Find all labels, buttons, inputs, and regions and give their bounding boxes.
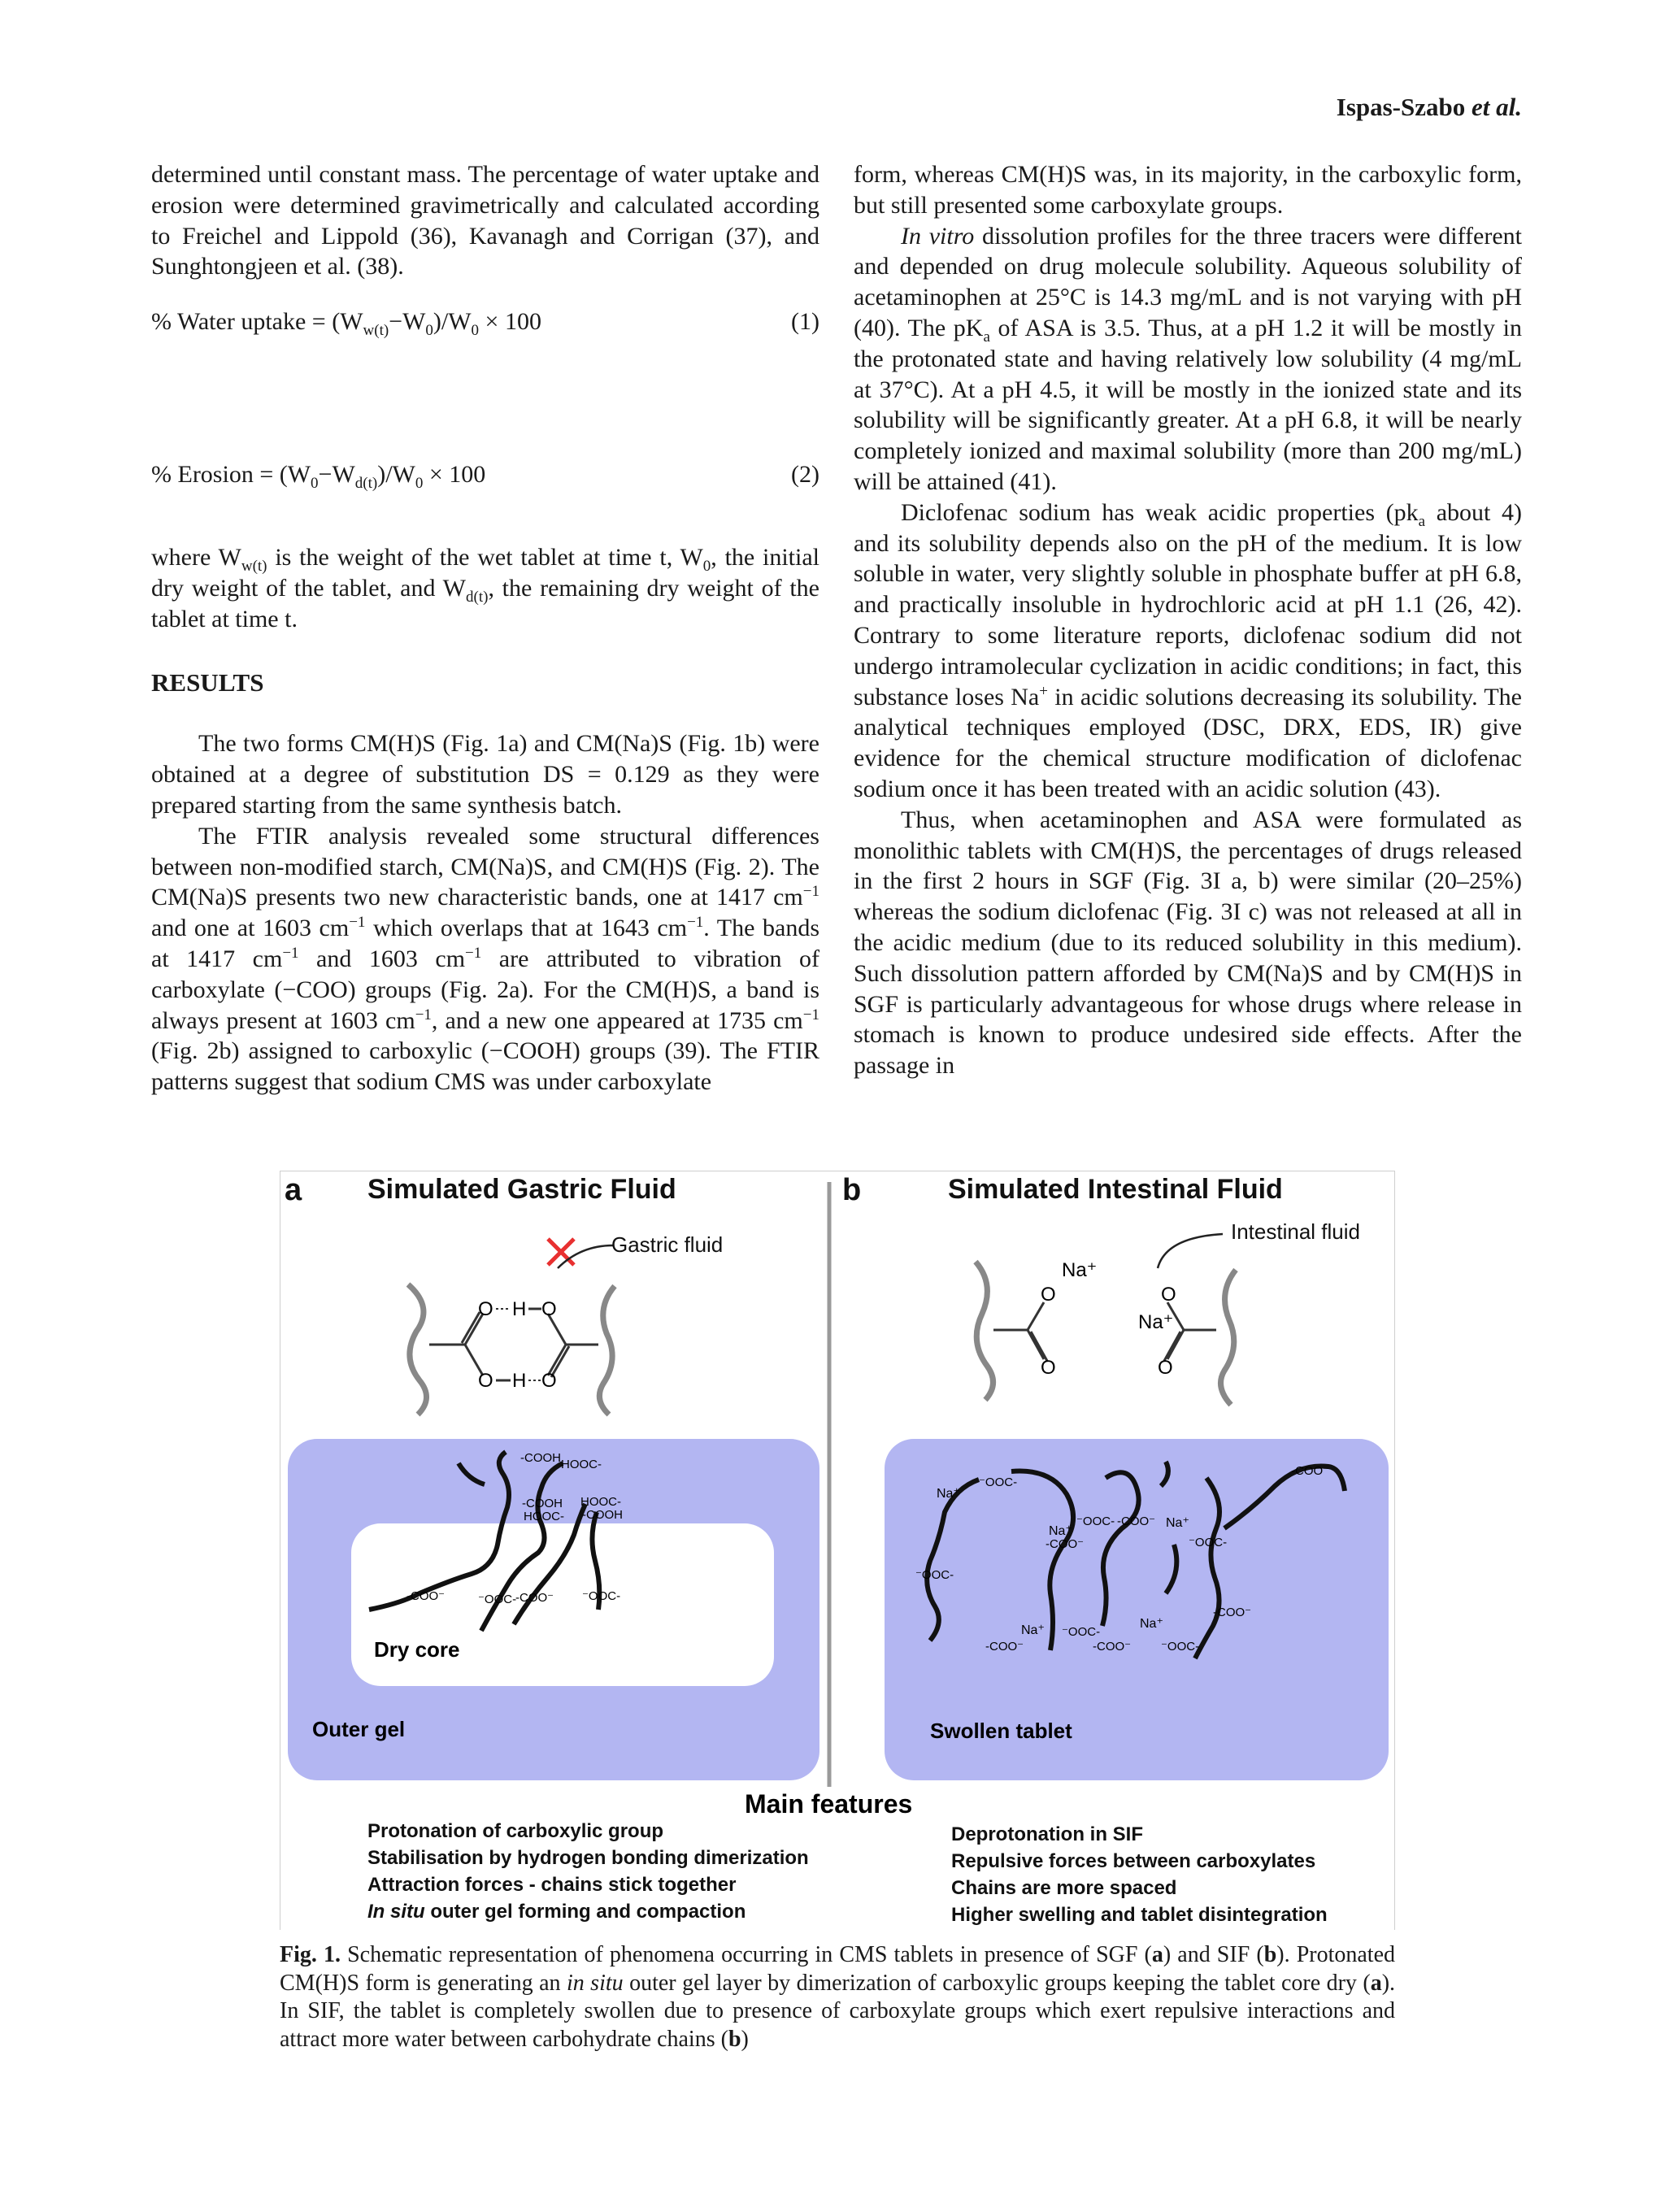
superscript: −1: [687, 914, 704, 932]
caption-text: ) and SIF (: [1163, 1942, 1264, 1967]
equation-erosion: [151, 459, 819, 492]
eq2-sub: 0: [311, 475, 319, 493]
subscript: d(t): [466, 588, 489, 606]
label-coo: -COO⁻: [985, 1640, 1024, 1654]
italic-run: In vitro: [901, 222, 975, 250]
caption-text: ). Protonated CM(H)S form is generating an: [280, 1942, 1396, 1996]
eq1-lhs: % Water uptake =: [151, 308, 333, 336]
text-run: of ASA is 3.5. Thus, at a pH 1.2 it will be mostly in the protonated state and having relatively low solubility (4 mg/mL at 37°C). At a pH 4.5, it will be mostly in the ionized state and its solubility will be significantly greater. At a pH 6.8, it will be nearly completely ionized and maximal solubility (more than 200 mg/mL) will be attained (41).: [854, 314, 1522, 495]
paragraph-form: form, whereas CM(H)S was, in its majority, in the carboxylic form, but still presented some carboxylate groups.: [854, 161, 1522, 219]
label-cooh: -COOH: [522, 1497, 563, 1510]
label-coo: -COO⁻: [1117, 1515, 1156, 1528]
paragraph-thus: Thus, when acetaminophen and ASA were formulated as monolithic tablets with CM(H)S, the percentages of drugs released in the first 2 hours in SGF (Fig. 3I a, b) were similar (20–25%) whereas the sodium diclofenac (Fig. 3I c) was not released at all in the acidic medium (due to its reduced solubility in this medium). Such dissolution pattern afforded by CM(Na)S and by CM(H)S in SGF is particularly advantageous for whose drugs where release in stomach is known to produce undesired side effects. After the passage in: [854, 806, 1522, 1080]
text-run: , and a new one appeared at 1735 cm: [431, 1006, 803, 1034]
eq2-part: −W: [318, 461, 355, 489]
caption-bold: b: [728, 2026, 741, 2052]
label-coo: -COO⁻: [1093, 1640, 1132, 1654]
text-run: The FTIR analysis revealed some structural differences between non-modified starch, CM(Na)S, and CM(H)S (Fig. 2). The CM(Na)S presents two new characteristic bands, one at 1417 cm: [151, 822, 819, 911]
atom-o: O: [1161, 1284, 1176, 1306]
feature-b-item: Deprotonation in SIF: [951, 1823, 1143, 1845]
caption-text: outer gel layer by dimerization of carboxylic groups keeping the tablet core dry (: [623, 1970, 1371, 1996]
left-column: [151, 159, 819, 1097]
label-ooc: ⁻OOC-: [582, 1589, 621, 1603]
caption-text: ). In SIF, the tablet is completely swollen due to presence of carboxylate groups which exert repulsive interactions and attract more water between carbohydrate chains (: [280, 1970, 1396, 2052]
label-ooc: ⁻OOC-: [478, 1593, 517, 1606]
figure-caption: [280, 1941, 1395, 2053]
text-run: where W: [151, 544, 241, 571]
text-run: Diclofenac sodium has weak acidic properties (pk: [901, 498, 1419, 526]
subscript: w(t): [241, 558, 267, 576]
eq2-part: × 100: [423, 461, 486, 489]
sodium-ion: Na⁺: [1166, 1516, 1189, 1530]
superscript: −1: [349, 914, 366, 932]
gastric-fluid-label: Gastric fluid: [611, 1232, 724, 1257]
eq1-part: × 100: [479, 308, 541, 336]
text-run: and 1603 cm: [298, 945, 466, 972]
label-coo: -COO⁻: [406, 1589, 446, 1603]
atom-o: O: [478, 1370, 493, 1392]
text-run: (Fig. 2b) assigned to carboxylic (−COOH) groups (39). The FTIR patterns suggest that sodium CMS was under carboxylate: [151, 1037, 819, 1096]
paragraph-diclofenac: [854, 498, 1522, 805]
atom-o: O: [541, 1298, 557, 1320]
sodium-ion: Na⁺: [1062, 1259, 1098, 1281]
feature-b-item: Higher swelling and tablet disintegration: [951, 1904, 1328, 1926]
eq2-sub: 0: [415, 475, 424, 493]
paragraph-forms: The two forms CM(H)S (Fig. 1a) and CM(Na)S (Fig. 1b) were obtained at a degree of substitution DS = 0.129 as they were prepared starting from the same synthesis batch.: [151, 730, 819, 819]
panel-a-title: Simulated Gastric Fluid: [367, 1174, 676, 1205]
eq2-part: (W: [279, 461, 311, 489]
eq2-part: )/W: [377, 461, 415, 489]
figure-1-diagram: [280, 1171, 1395, 1930]
atom-o: O: [1041, 1357, 1056, 1379]
paragraph-method: determined until constant mass. The percentage of water uptake and erosion were determined gravimetrically and calculated according to Freichel and Lippold (36), Kavanagh and Corrigan (37), and Sunghtongjeen et al. (38).: [151, 161, 819, 280]
eq2-lhs: % Erosion =: [151, 461, 280, 489]
header-etal: et al.: [1472, 93, 1522, 121]
text-run: , the initial dry weight of the tablet, and W: [151, 544, 819, 602]
eq1-sub: 0: [425, 322, 433, 340]
sodium-ion: Na⁺: [1140, 1617, 1163, 1631]
label-ooc: ⁻OOC-: [915, 1568, 954, 1582]
running-header: [1337, 93, 1522, 122]
caption-italic: in situ: [566, 1970, 624, 1996]
feature-b-item: Chains are more spaced: [951, 1877, 1177, 1899]
text-run: is the weight of the wet tablet at time t, W: [267, 544, 703, 571]
label-coo: -COO⁻: [1213, 1606, 1252, 1619]
label-coo: -COO⁻: [1046, 1537, 1085, 1551]
main-features-heading: Main features: [745, 1789, 913, 1819]
label-cooh: -COOH: [520, 1451, 561, 1465]
intestinal-fluid-label: Intestinal fluid: [1231, 1219, 1360, 1244]
atom-h: H: [512, 1298, 527, 1320]
sodium-ion: Na⁺: [937, 1487, 960, 1501]
text-run: about 4) and its solubility depends also on the pH of the medium. It is low soluble in water, very slightly soluble in phosphate buffer at pH 6.8, and practically insoluble in hydrochloric acid at pH 1.1 (26, 42). Contrary to some literature reports, diclofenac sodium did not undergo intramolecular cyclization in acidic conditions; in fact, this substance loses Na: [854, 498, 1523, 711]
label-hooc: HOOC-: [580, 1495, 621, 1509]
results-heading: RESULTS: [151, 667, 264, 697]
text-run: ) groups (Fig. 2a). For the CM(H)S, a band is always present at 1603 cm: [151, 976, 819, 1034]
eq1-sub: w(t): [363, 322, 389, 340]
label-cooh: -COOH: [582, 1508, 623, 1522]
label-ooc: ⁻OOC-: [1161, 1640, 1200, 1654]
atom-o: O: [478, 1298, 493, 1320]
subscript: 0: [702, 558, 711, 576]
sodium-ion: Na⁺: [1021, 1623, 1045, 1637]
caption-label: Fig. 1.: [280, 1942, 341, 1967]
text-run: are attributed to vibration of carboxylate (−COO: [151, 945, 820, 1003]
swollen-tablet-label: Swollen tablet: [930, 1719, 1072, 1743]
feature-a-item: Stabilisation by hydrogen bonding dimerization: [367, 1847, 809, 1869]
text-run: . The bands at 1417 cm: [151, 915, 820, 972]
feature-a-item: Protonation of carboxylic group: [367, 1820, 664, 1842]
panel-a-letter: a: [285, 1173, 302, 1207]
outer-gel-label: Outer gel: [312, 1717, 406, 1741]
atom-o: O: [541, 1370, 557, 1392]
caption-bold: b: [1263, 1942, 1277, 1967]
superscript: −1: [802, 1006, 819, 1023]
dry-core-label: Dry core: [374, 1637, 460, 1662]
label-hooc: HOOC-: [561, 1458, 602, 1471]
subscript: a: [983, 328, 990, 345]
atom-o: O: [1041, 1284, 1056, 1306]
text-run: in acidic solutions decreasing its solubility. The analytical techniques employed (DSC, DRX, EDS, IR) give evidence for the chemical structure modification of diclofenac sodium once it has been treated with an acidic solution (43).: [854, 683, 1522, 802]
sodium-ion: Na⁺: [1049, 1524, 1072, 1538]
label-ooc: ⁻OOC-: [1062, 1625, 1101, 1639]
label-ooc: ⁻OOC-: [1076, 1515, 1115, 1528]
eq1-part: −W: [389, 308, 426, 336]
superscript: −1: [802, 883, 819, 901]
caption-bold: a: [1151, 1942, 1163, 1967]
text-run: dissolution profiles for the three tracers were different and depended on drug molecule solubility. Aqueous solubility of acetaminophen at 25°C is 14.3 mg/mL and is not varying with pH (40). The pK: [854, 222, 1522, 341]
equation-number-1: (1): [791, 308, 819, 336]
feature-a-rest: outer gel forming and compaction: [430, 1901, 746, 1923]
superscript: −1: [465, 944, 482, 962]
panel-b-letter: b: [842, 1173, 862, 1207]
paragraph-where: [151, 542, 819, 634]
figure-1: [280, 1171, 1395, 1930]
label-coo: -COO⁻: [515, 1591, 554, 1605]
label-ooc: ⁻OOC-: [1189, 1536, 1228, 1549]
label-ooc: ⁻OOC-: [979, 1475, 1018, 1489]
equation-water-uptake: [151, 306, 819, 339]
paragraph-in-vitro: [854, 221, 1522, 498]
caption-close: ): [741, 2026, 749, 2052]
label-hooc: HOOC-: [524, 1510, 564, 1523]
subscript: a: [1418, 512, 1426, 530]
text-run: and one at 1603 cm: [151, 915, 350, 942]
eq1-part: )/W: [433, 308, 472, 336]
eq2-sub: d(t): [354, 475, 378, 493]
panel-b-title: Simulated Intestinal Fluid: [948, 1174, 1283, 1205]
text-run: , the remaining dry weight of the tablet at time t.: [151, 574, 819, 632]
superscript: −1: [415, 1006, 432, 1023]
text-run: which overlaps that at 1643 cm: [365, 915, 688, 942]
superscript: +: [1039, 682, 1048, 700]
feature-b-item: Repulsive forces between carboxylates: [951, 1850, 1316, 1872]
feature-a-item: Attraction forces - chains stick together: [367, 1874, 737, 1896]
equation-number-2: (2): [791, 461, 819, 489]
paragraph-ftir: [151, 821, 819, 1097]
sodium-ion: Na⁺: [1138, 1311, 1174, 1333]
dry-core: [351, 1523, 774, 1686]
superscript: −1: [282, 944, 299, 962]
label-coo: -COO⁻: [1291, 1464, 1330, 1478]
feature-a-item: [367, 1901, 746, 1923]
feature-a-italic: In situ: [367, 1901, 425, 1923]
right-column: [854, 159, 1522, 1081]
caption-bold: a: [1370, 1970, 1382, 1996]
eq1-part: (W: [332, 308, 363, 336]
atom-o: O: [1158, 1357, 1173, 1379]
caption-text: Schematic representation of phenomena occurring in CMS tablets in presence of SGF (: [340, 1942, 1152, 1967]
header-author: Ispas-Szabo: [1336, 93, 1466, 121]
eq1-sub: 0: [471, 322, 480, 340]
atom-h: H: [512, 1370, 527, 1392]
